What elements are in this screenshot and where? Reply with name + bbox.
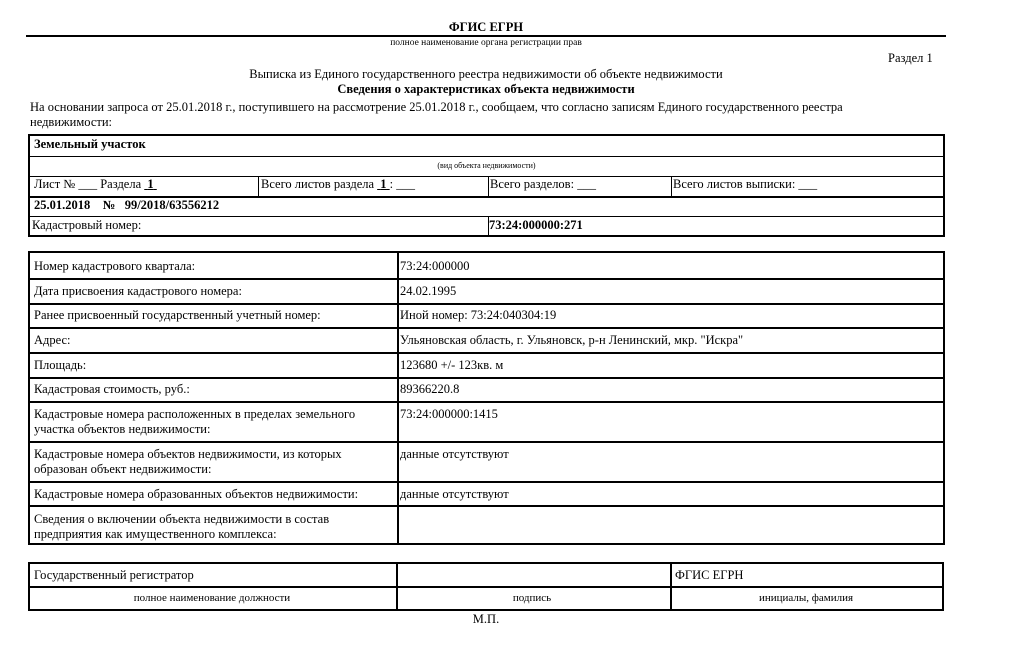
detail-value: 73:24:000000:1415 (400, 407, 498, 421)
detail-value (396, 509, 404, 512)
detail-value: 89366220.8 (400, 382, 460, 396)
signature-caption: подпись (512, 592, 552, 604)
detail-value: 24.02.1995 (400, 284, 457, 298)
detail-label: Площадь: (34, 358, 87, 372)
registrar-signature (398, 565, 406, 568)
name-caption: инициалы, фамилия (758, 592, 854, 604)
detail-label: Кадастровые номера объектов недвижимости, из которых образован объект недвижимости: (34, 447, 342, 476)
total-sheets-section: Всего листов раздела 1 : ___ (261, 177, 416, 191)
section-label: Раздел 1 (888, 51, 933, 65)
detail-label: Кадастровые номера образованных объектов недвижимости: (34, 487, 359, 501)
detail-label: Номер кадастрового квартала: (34, 259, 196, 273)
detail-value: данные отсутствуют (400, 447, 509, 461)
detail-value: данные отсутствуют (400, 487, 509, 501)
detail-label: Адрес: (34, 333, 71, 347)
detail-label: Кадастровые номера расположенных в пределах земельного участка объектов недвижимости: (34, 407, 356, 436)
object-type-caption: (вид объекта недвижимости) (437, 161, 536, 170)
detail-label: Сведения о включении объекта недвижимости в состав предприятия как имущественного комплекса: (34, 512, 330, 541)
detail-value: 73:24:000000 (400, 259, 470, 273)
sheet-number: Лист № ___ Раздела 1 (34, 177, 154, 191)
cadastral-value: 73:24:000000:271 (489, 218, 583, 232)
extract-date-number: 25.01.2018 № 99/2018/63556212 (34, 198, 220, 212)
doc-subtitle: Сведения о характеристиках объекта недвижимости (337, 82, 635, 96)
org-caption: полное наименование органа регистрации прав (390, 38, 582, 48)
total-sections: Всего разделов: ___ (490, 177, 596, 191)
doc-title: Выписка из Единого государственного реестра недвижимости об объекте недвижимости (249, 67, 723, 81)
detail-value: Иной номер: 73:24:040304:19 (400, 308, 557, 322)
cadastral-label: Кадастровый номер: (32, 218, 142, 232)
total-sheets-extract: Всего листов выписки: ___ (673, 177, 818, 191)
object-type: Земельный участок (34, 137, 146, 151)
registrar-position: Государственный регистратор (34, 568, 194, 582)
detail-label: Ранее присвоенный государственный учетный номер: (34, 308, 321, 322)
registrar-name: ФГИС ЕГРН (675, 568, 744, 582)
basis-text-line-2: недвижимости: (30, 115, 112, 129)
stamp-place: М.П. (472, 612, 500, 626)
position-caption: полное наименование должности (133, 592, 291, 604)
basis-text-line-1: На основании запроса от 25.01.2018 г., поступившего на рассмотрение 25.01.2018 г., сообщаем, что согласно записям Единого государственного реестра (30, 100, 843, 114)
detail-label: Кадастровая стоимость, руб.: (34, 382, 190, 396)
org-underline (26, 35, 946, 37)
detail-value: Ульяновская область, г. Ульяновск, р-н Ленинский, мкр. "Искра" (400, 333, 744, 347)
detail-label: Дата присвоения кадастрового номера: (34, 284, 242, 298)
org-name: ФГИС ЕГРН (448, 20, 524, 34)
detail-value: 123680 +/- 123кв. м (400, 358, 504, 372)
